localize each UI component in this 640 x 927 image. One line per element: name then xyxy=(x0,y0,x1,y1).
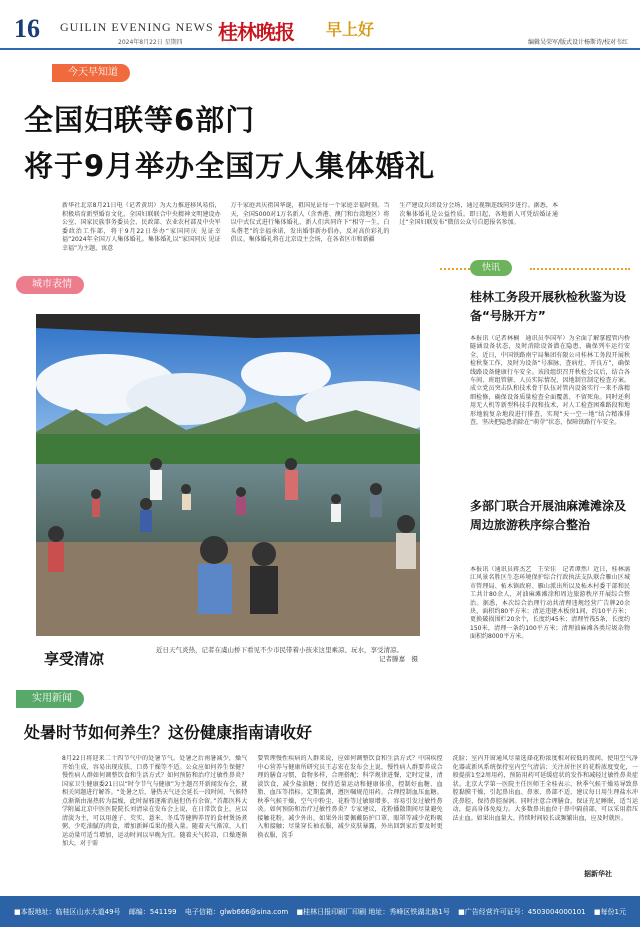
section-tag-today: 今天早知道 xyxy=(52,64,130,82)
footer-printer: ■桂林日报印刷厂印刷 地址：秀峰区铁湖北路1号 xyxy=(296,907,450,916)
masthead xyxy=(0,0,640,50)
sidebar-headline-2: 多部门联合开展油麻滩滩涂及周边旅游秩序综合整治 xyxy=(470,499,627,532)
section-tag-practical: 实用新闻 xyxy=(16,690,84,708)
footer-price: ■每份1元 xyxy=(593,907,626,916)
main-headline-line2: 将于9月举办全国万人集体婚礼 xyxy=(24,149,436,183)
riverside-photo xyxy=(36,314,420,636)
top-story-col-3: 生产建设兵团设分会场，通过视频连线同步进行。据悉，本次集体婚礼是公益性质。即日起，各地新人可凭结婚证通过“全国妇联发布”微信公众号自愿报名参加。 xyxy=(399,202,559,227)
source-byline: 据新华社 xyxy=(584,870,612,878)
footer-postal: 邮编：541199 xyxy=(128,907,177,916)
photo-title: 享受清凉 xyxy=(44,650,105,668)
section-name: 早上好 xyxy=(326,20,375,39)
english-name: GUILIN EVENING NEWS xyxy=(60,20,214,34)
photo-caption xyxy=(156,646,418,664)
photo-credit: 记者滕嘉 摄 xyxy=(379,655,418,663)
top-story-col-2: 万千家庭共庆祖国华诞，祖国见证每一个家庭幸福时刻。当天，全国5000对1万名新人（含香港、澳门和台湾地区）将以中式仪式进行集体婚礼，新人们共同许下“相守一生，白头偕老”的幸福承诺，发出婚事新办倡办，反对高价彩礼的倡议。集体婚礼将在北京设主会场，在各省区市和新疆 xyxy=(230,202,390,244)
section-tag-city: 城市表情 xyxy=(16,276,84,294)
divider-dots xyxy=(440,268,470,270)
divider-dots xyxy=(530,268,630,270)
main-headline-line1: 全国妇联等6部门 xyxy=(24,103,256,137)
footer-bar xyxy=(0,896,640,927)
section-tag-news-flash: 快讯 xyxy=(470,260,512,276)
sidebar-body-1: 本报讯（记者林楠 通讯员李国军）为全面了解掌握管内桥隧涵设备状态，及时消除设备潜在隐患，确保列车运行安全，近日，中国铁路南宁局集团有限公司桂林工务段开展秋检秋鉴工作，及时为设备“号准脉、查病灶、开良方”，确保线路设备健康行车安全。该段组织召开秋检会议后，结合各车间、班组管辖、人员实际情况，因地制宜制定检查方案。成立党员突击队和技术骨干队伍对管内设备实行一来不落精细检修，确保设备质量检查全面覆盖、不留死角。同时还利用无人机等新型科技手段和技术，对人工检查困难路段和地形地貌复杂地段进行排查，实现“天一空一地”结合精准排查，坚决把隐患消除在“萌芽”状态，保障铁路行车安全。 xyxy=(470,335,630,427)
page-number: 16 xyxy=(14,14,40,43)
photo-caption-text: 近日天气炎热，记者在虞山桥下看见不少市民带着小孩来这里乘凉、玩水，享受清凉。 xyxy=(156,646,403,654)
top-story-col-1: 新华社北京8月21日电（记者黄玥）为大力推进移风易俗，积极培育新型婚育文化，全国妇联联合中央精神文明建设办公室、国家民族事务委员会、民政部、农业农村部及中央军委政治工作部，将于9月22日举办“家国同庆 见证幸福”2024年全国万人集体婚礼。集体婚礼以“家国同庆 见证幸福”为主题，寓意 xyxy=(62,202,221,252)
health-col-1: 8月22日将迎来二十四节气中的处暑节气。处暑之后南暑减少，燥气开始生成，容易出现皮肤、口鼻干燥等不适。公众应如何养生保健？慢性病人群如何调整饮食和生活方式？如何预防和治疗过敏性鼻炎？国家卫生健康委21日以“时令节气与健康”为主题召开新闻发布会，就相关问题进行解答。“处暑之后，暑热天气还会延长一段时间，气候特点渐渐由湿热转为温燥，此时湿邪逐渐消退但仍有余留。”首都医科大学附属北京中医医院院长刘清泉在发布会上说，在日常饮食上，应以清淡为主，可以用莲子、芡实、薏米、冬瓜等健脾养胃的食材煲汤煮粥，少吃油腻的肉食，增加新鲜瓜果的摄入量。随着天气渐凉，人们运动量可适当增加，运动时间以早晚为宜。随着天气转凉，口燥逐渐加大，对于需 xyxy=(62,755,248,847)
health-col-2: 要管理慢性疾病的人群来说，应如何调整饮食和生活方式？中国疾控中心营养与健康所研究员王志宏在发布会上说，慢性病人群要养成合理的膳食习惯，食物多样，合理搭配；科学规律进餐，定时定量，清淡饮食，减少盐油糖；保持适量运动和健康体重，控制好血糖、血脂、血压等指标。定期监测，遵医嘱规范用药，合理控制血压血糖。秋季气候干燥，空气中粉尘、花粉等过敏原增多，容易引发过敏性鼻炎。如何预防和治疗过敏性鼻炎？专家建议，花粉播散期间尽量避免接触花粉，减少外出，如果外出要佩戴防护口罩、眼罩等减少花粉吸入和接触；尽量穿长袖衣服，减少皮肤暴露，外出回到家后要及时更换衣服，洗手 xyxy=(257,755,443,839)
newspaper-logo: 桂林晚报 xyxy=(218,20,294,44)
sidebar-body-2: 本报讯（通讯员蒋杰艺 王荣佳 记者谭然）近日，桂林漓江风景名胜区生态环境保护综合行政执法支队联合雁山区城市管理局、柘木镇政府、雁山派出所以及柘木村委干部和民工共计80余人，对油麻滩滩涂和周边旅游秩序开展综合整治。据悉，本次综合治理行动共清理违规经营广告牌20余块，面积约80平方米；清运违建木板房1间，约10平方米；更换破损围栏20余个，长度约45米；清理竹筏5条，长度约150米，清理一条约100平方米；清理油麻滩各类垃圾杂物面积约8000平方米。 xyxy=(470,566,630,641)
footer-address: ■本报地址：临桂区山水大道49号 xyxy=(14,907,121,916)
editor-credits: 编辑吴荣军/版式设计杨斯诗/校对韦红 xyxy=(527,39,628,46)
health-col-3: 洗脸；室内开窗通风尽量选择花粉浓度相对较低的夜间，使用空气净化器或新风系统保持室内空气清洁；关注居住区的花粉浓度变化，一般提前1至2周用药，预防用药可延缓症状的发作和减轻过敏性鼻炎症状。北京大学第一医院主任医师王全桂表示，秋季气候干燥易导致鼻腔黏膜干燥，引起鼻出血、鼻塞、鼻部不适，建议每日用生理盐水冲洗鼻腔，保持鼻腔湿润。同时注意合理膳食，保证充足睡眠，适当运动，提高身体免疫力。大多数鼻出血位于鼻中隔前部，可以采用指压法止血。如果出血量大、持续时间较长或频繁出血，应及时就医。 xyxy=(452,755,638,822)
footer-license: ■广告经营许可证号：4503004000101 xyxy=(458,907,586,916)
health-headline: 处暑时节如何养生？这份健康指南请收好 xyxy=(24,723,313,742)
issue-date: 2024年8月22日 星期四 xyxy=(118,39,183,46)
footer-email: 电子信箱：glwb666@sina.com xyxy=(184,907,289,916)
sidebar-headline-1: 桂林工务段开展秋检秋鉴为设备“号脉开方” xyxy=(470,290,627,323)
health-story-body xyxy=(62,755,638,875)
